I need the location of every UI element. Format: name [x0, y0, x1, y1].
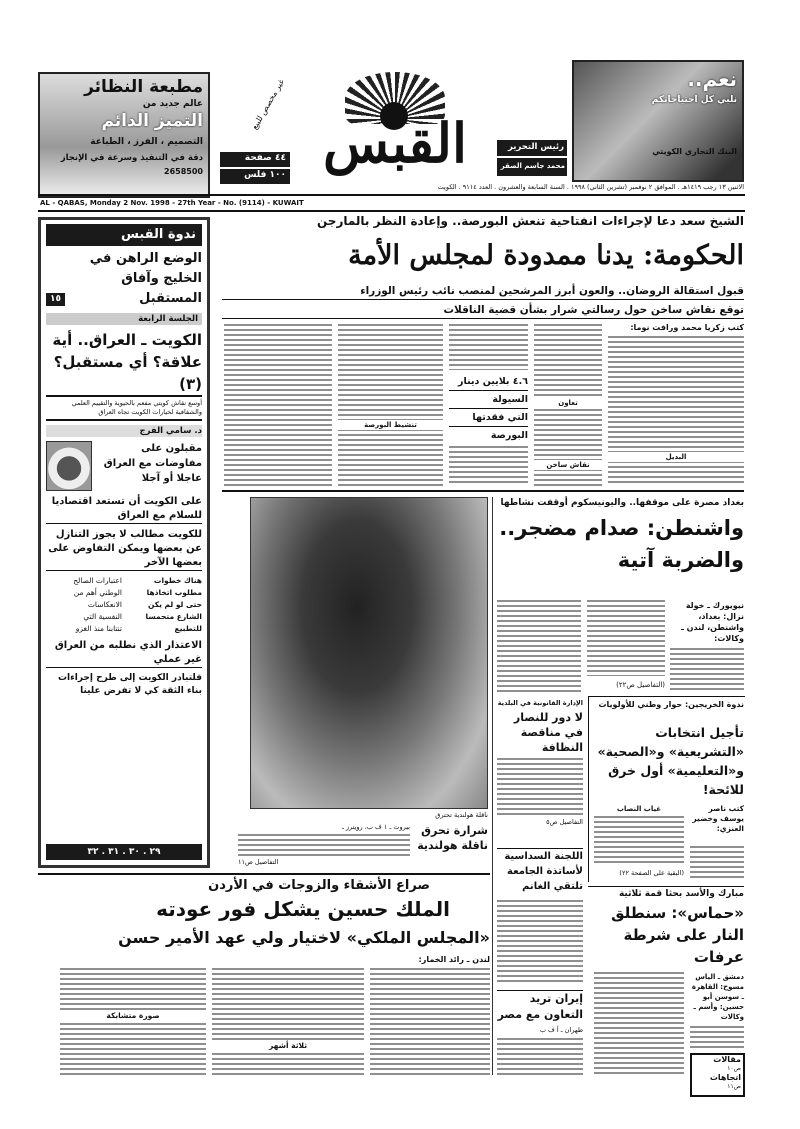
subhead: البديل	[608, 452, 744, 462]
subhead: ثلاثة أشهر	[212, 1040, 364, 1051]
lead-text	[449, 324, 528, 370]
hamas-text	[690, 1026, 744, 1050]
league-text	[497, 900, 583, 984]
iraq-more: (التفاصيل ص٢٢)	[616, 681, 665, 689]
points	[46, 575, 202, 635]
ad-line: التميز الدائم	[101, 111, 203, 131]
hamas-headline: «حماس»: سنطلق النار على شرطة عرفات	[611, 904, 744, 966]
ad-line: نلبي كل احتياجاتكم	[651, 95, 737, 105]
municipality-kicker: الإدارة القانونية في البلدية	[497, 699, 583, 707]
quote: فلتبادر الكويت إلى طرح إجراءات بناء الثقة كي لا تفرض علينا	[58, 673, 202, 696]
iran-text	[497, 1038, 583, 1075]
tanker-fire-photo	[250, 497, 488, 809]
not-for-sale-note: غير مخصص للبيع	[249, 77, 286, 132]
jordan-headline-2: «المجلس الملكي» لاختيار ولي عهد الأمير حسن	[118, 928, 490, 947]
ad-line: التصميم ، الفرز ، الطباعة	[90, 137, 203, 147]
maqalat-box	[690, 1053, 745, 1097]
point: الوطني أهم من	[73, 588, 122, 597]
iraq-text	[670, 648, 744, 693]
divider	[222, 490, 744, 492]
iraq-kicker: بغداد مصرة على موقفها.. واليونيسكوم أوقفت نشاطها	[500, 498, 744, 508]
iraq-text	[587, 600, 665, 676]
lead-text	[608, 336, 744, 486]
khuraijin-headline: تأجيل انتخابات «التشريعية» و«الصحية» و«التعليمية» أول خرق للائحة!	[597, 725, 744, 797]
ad-line: دقة في التنفيذ وسرعة في الإنجاز	[60, 153, 203, 163]
municipality-text	[497, 758, 583, 816]
ad-line: عالم جديد من	[142, 99, 203, 109]
khuraijin-text	[690, 846, 744, 878]
ad-bank-name: البنك التجاري الكويتي	[652, 147, 737, 156]
subhead: تنشيط البورصة	[338, 420, 443, 430]
khuraijin-kicker: ندوة الخريجين: حوار وطني للأولويات	[598, 700, 744, 709]
author-photo	[46, 441, 92, 491]
nadwa-page: ١٥	[46, 293, 65, 306]
point: للتطبيع	[174, 624, 202, 633]
nadwa-author: د. سامي الفرج	[46, 425, 202, 437]
point: النفسية التي	[83, 612, 122, 621]
iraq-text	[497, 600, 581, 693]
jordan-text	[212, 968, 364, 1075]
divider	[38, 194, 745, 196]
quote: للكويت مطالب لا يجوز التنازل عن بعضها ويمكن التفاوض على بعضها الآخر	[46, 528, 202, 571]
ad-printing-press	[38, 72, 210, 198]
municipality-block	[497, 698, 583, 840]
divider	[38, 873, 490, 875]
pullquote-line: التي فقدتها	[449, 408, 528, 426]
nadwa-headline: الكويت ـ العراق.. أية علاقة؟ أي مستقبل؟ (٣)	[46, 329, 202, 397]
pullquote	[449, 373, 528, 444]
ittijahat-title: اتجاهات	[709, 1073, 741, 1082]
editor-name: محمد جاسم الصقر	[497, 158, 567, 176]
quote: مقبلون على مفاوضات مع العراق عاجلا أو آجلا	[103, 443, 202, 484]
municipality-headline: لا دور للنصار في مناقصة النظافة	[513, 711, 583, 754]
iraq-headline: واشنطن: صدام مضجر.. والضربة آتية	[499, 516, 744, 572]
ad-title: نعم..	[687, 67, 737, 91]
point: الانعكاسات	[87, 600, 122, 609]
lead-headline: الحكومة: يدنا ممدودة لمجلس الأمة	[348, 240, 744, 271]
khuraijin-byline: كتب ناصر يوسف وخضير العنزي:	[692, 804, 744, 833]
pullquote-line: السيولة	[449, 390, 528, 408]
subhead: صورة متشابكة	[60, 1010, 206, 1021]
point: الشارع متحمسا	[145, 612, 202, 621]
point: تنتابنا منذ الغزو	[75, 624, 122, 633]
logo: القبس	[323, 111, 467, 175]
ittijahat-page: ص١١	[727, 1083, 741, 1090]
nadwa-pages-ref: ٢٩ . ٣٠ . ٣١ . ٣٢	[46, 844, 202, 860]
column-rule	[492, 497, 493, 1075]
point: حتى لو لم يكن	[147, 600, 202, 609]
hamas-dateline: دمشق ـ الياس مسوح: القاهرة ـ سوسن أبو حسين: وأسم ـ وكالات	[691, 973, 744, 1021]
nadwa-session: الجلسة الرابعة	[46, 313, 202, 325]
maqalat-page: ص١٠	[727, 1065, 741, 1072]
lead-bullet: توقع نقاش ساخن حول رسالتي شرار بشأن قضية الناقلات	[222, 302, 744, 319]
iran-dateline: طهران ـ أ ف ب	[539, 1026, 583, 1034]
nadwa-intro: أوسع نقاش كويتي مفعم بالحيوية والتقييم العلمي والشفافية لخيارات الكويت تجاه العراق	[46, 399, 202, 421]
lead-byline: كتب زكريا محمد ورافت نوما:	[630, 323, 744, 332]
jordan-byline: لندن ـ رائد الخمار:	[418, 955, 490, 964]
date-arabic: الاثنين ١٣ رجب ١٤١٩هـ . الموافق ٢ نوفمبر (تشرين الثاني) ١٩٩٨ . السنة السابعة والعشرون . العدد ٩١١٤ . الكويت	[437, 183, 744, 191]
point: اعتبارات الصالح	[73, 576, 122, 585]
price: ١٠٠ فلس	[220, 169, 290, 184]
pullquote-line: ٤.٦ بلايين دينار	[458, 376, 528, 387]
khuraijin-text	[594, 816, 684, 866]
pullquote-line: البورصة	[449, 426, 528, 444]
maqalat-title: مقالات	[713, 1055, 741, 1064]
ad-title: مطبعة النظائر	[84, 77, 203, 97]
photo-more: التفاصيل ص١١	[238, 858, 279, 866]
point: هناك خطوات	[153, 576, 202, 585]
ad-commercial-bank	[572, 60, 744, 182]
khuraijin-subhead: غياب النصاب	[616, 805, 662, 813]
iran-headline: إيران تريد التعاون مع مصر	[497, 992, 583, 1021]
photo-text	[238, 834, 410, 856]
photo-dateline: بيروت ـ ١ ف ب، رويترز ـ	[341, 823, 410, 831]
jordan-text	[60, 968, 206, 1075]
subhead: نقاش ساخن	[534, 460, 602, 470]
editor-label: رئيس التحرير	[497, 140, 567, 156]
nadwa-column	[38, 217, 210, 868]
hamas-kicker: مبارك والأسد بحثا قمة ثلاثية	[588, 886, 744, 901]
point: مطلوب اتخاذها	[146, 588, 202, 597]
jordan-text	[370, 968, 490, 1075]
pages-count: ٤٤ صفحة	[220, 152, 290, 167]
lead-text	[224, 324, 332, 486]
lead-bullet: قبول استقالة الروضان.. والعون أبرز المرشحين لمنصب نائب رئيس الوزراء	[222, 283, 744, 300]
ad-phone: 2658500	[164, 167, 203, 176]
date-english: AL - QABAS, Monday 2 Nov. 1998 - 27th Year - No. (9114) - KUWAIT	[40, 199, 304, 207]
iraq-dateline: نيويورك ـ خولة نزال: بغداد، واشنطن، لندن ـ وكالات:	[681, 601, 744, 643]
photo-caption: ناقلة هولندية تحترق	[435, 811, 488, 819]
lead-text	[449, 446, 528, 486]
jordan-headline: الملك حسين يشكل فور عودته	[156, 897, 450, 921]
quote: الاعتذار الذي نطلبه من العراق غير عملي	[46, 639, 202, 668]
league-headline: اللجنة السداسية لأساتذة الجامعة تلتقي الغانم	[497, 848, 583, 894]
subhead: تعاون	[534, 398, 602, 408]
jordan-kicker: صراع الأشقاء والزوجات في الأردن	[208, 878, 430, 893]
hamas-text	[594, 972, 684, 1075]
lead-kicker: الشيخ سعد دعا لإجراءات انفتاحية تنعش البورصة.. وإعادة النظر بالمارجن	[317, 214, 744, 228]
nadwa-label: ندوة القبس	[46, 224, 202, 246]
quote-with-photo	[46, 441, 202, 491]
nadwa-title: الوضع الراهن في الخليج وآفاق المستقبل	[89, 251, 202, 306]
municipality-more: التفاصيل ص٥	[546, 818, 583, 826]
lead-text	[338, 324, 443, 486]
photo-headline: شرارة تحرق ناقلة هولندية	[417, 824, 488, 852]
khuraijin-more: (البقية على الصفحة ٢٢)	[619, 869, 684, 877]
quote: على الكويت أن تستعد اقتصاديا للسلام مع العراق	[46, 495, 202, 524]
